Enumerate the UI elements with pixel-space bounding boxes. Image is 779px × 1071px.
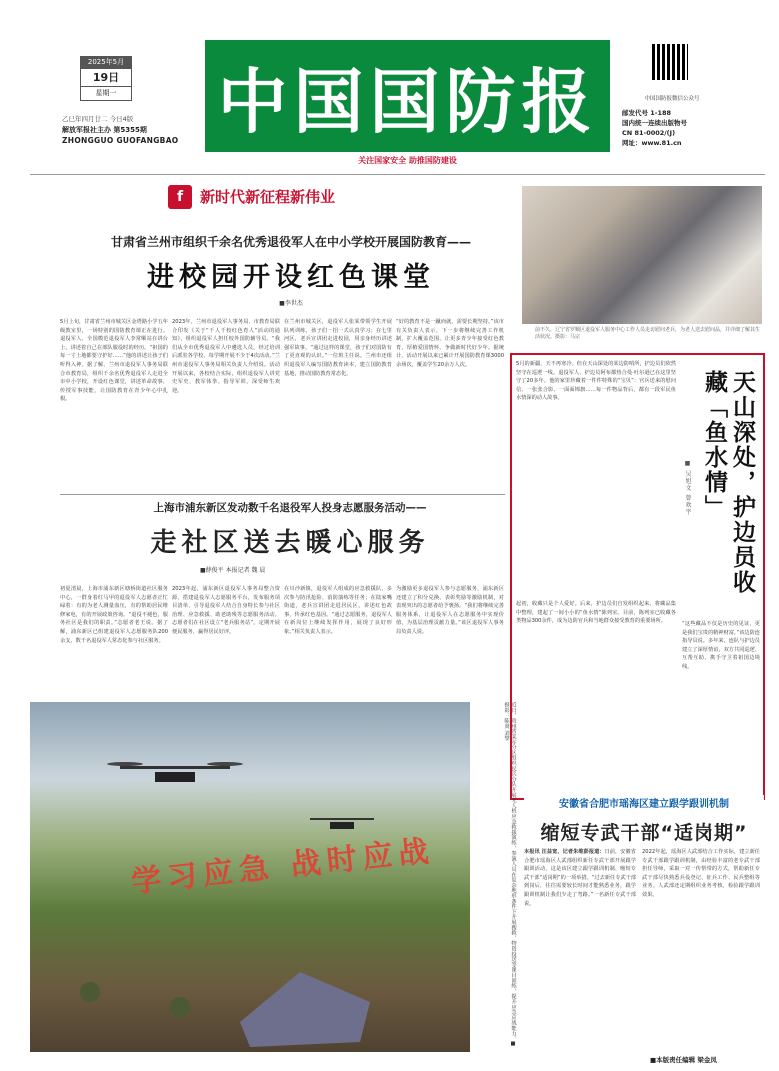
newspaper-pinyin: ZHONGGUO GUOFANGBAO xyxy=(62,136,179,145)
story3-column xyxy=(524,848,636,1048)
story3-text: 日前，安徽省合肥市瑶海区人武部组织新任专武干部开展跟学跟训活动，这是该区建立跟学跟训机制、缩短专武干部“适岗期”的一项举措。“过去新任专武干部到岗后，往往需要较长时间才能熟悉业务，跟学跟训机制让我们少走了弯路。”一名新任专武干部说。 xyxy=(524,849,636,907)
story1-column: 在兰州市城关区，退役军人张某带领学生开展队列训练，孩子们一招一式认真学习；在七里河区，老兵宣讲团走进校园，用亲身经历讲述强军故事。“通过这样的课堂，孩子们对国防有了更直观的认识。”一位班主任说。兰州市还组织退役军人编写国防教育读本，建立国防教育基地，推动国防教育常态化。 xyxy=(284,319,392,377)
photo-elderly-visit xyxy=(522,186,762,324)
slogan: 关注国家安全 助推国防建设 xyxy=(358,156,457,165)
date-box xyxy=(80,56,132,104)
qr-code-icon xyxy=(652,44,688,80)
story2-column: 在川沙新镇，退役军人组成的应急救援队，多次参与防汛抢险、消防演练等任务；在陆家嘴街道，老兵宣讲团走进居民区，讲述红色故事，传承红色基因。“通过志愿服务，退役军人在新岗位上继续发挥作用，展现了良好形象。”相关负责人表示。 xyxy=(284,586,392,635)
photo1-caption: 前不久，辽宁省罗顺区退役军人服务中心工作人员走访慰问老兵，为老人送去慰问品，并详细了解其生活状况。摄影：马宗 xyxy=(535,327,761,340)
featured-byline: ■ 吴旭文 曾欢宇 xyxy=(684,460,691,516)
story1-column: 2023年，兰州市退役军人事务局、市教育局联合印发《关于“千人千校红色育人”活动的通知》，组织退役军人担任校外国防辅导员。“我们从全市优秀退役军人中遴选人员，经过培训后派驻各学校，每学期开展不少于4次活动。”兰州市退役军人事务局相关负责人介绍说。活动开展以来，各校结合实际，组织退役军人讲党史军史、教军体拳、指导军训，深受师生欢迎。 xyxy=(172,319,280,394)
soldier-figure xyxy=(80,982,100,1002)
story1-headline: 进校园开设红色课堂 xyxy=(147,262,435,293)
story3-headline: 缩短专武干部“适岗期” xyxy=(540,822,748,844)
story2-column: 为激励更多退役军人参与志愿服务，浦东新区还建立了积分兑换、表彰奖励等激励机制，对表现突出的志愿者给予褒扬。“我们将继续完善服务体系，让退役军人在志愿服务中实现价值，为基层治理贡献力量。”该区退役军人事务局负责人说。 xyxy=(396,586,504,635)
photo-banner-text: 学习应急 战时应战 xyxy=(129,833,437,901)
date-weekday: 星期一 xyxy=(80,87,132,101)
story2-byline: ■薛俊平 本报记者 魏 晨 xyxy=(200,567,266,574)
photo2-caption: 近日，贵州省某军分区组织民兵分队开展无人机应急救援演练，参演人员在复杂地形条件下开展搜救、物资投送等课目训练，提升应急应战能力。■ 摄影：陈贤 刘黎 xyxy=(503,702,516,1048)
story1-column: 5月上旬，甘肃省兰州市城关区金塔路小学五年级教室里，一场特别的国防教育课正在进行。退役军人、全国模范退役军人李常顺站在讲台上，讲述着自己在部队服役时的经历。“祖国的每一寸土地都要守护好……”他的讲述让孩子们听得入神。据了解，兰州市退役军人事务局联合市教育局，组织千余名优秀退役军人走进全市中小学校，开设红色课堂，讲述革命故事、传授军事技能，让国防教育在青少年心中扎根。 xyxy=(60,319,168,403)
story3-kicker: 安徽省合肥市瑶海区建立跟学跟训机制 xyxy=(524,795,764,810)
story2-headline: 走社区送去暖心服务 xyxy=(150,528,430,558)
tent-shape xyxy=(240,972,370,1047)
newspaper-title: 中国国防报 xyxy=(217,59,598,143)
story-divider xyxy=(60,494,505,495)
code-line: 国内统一连续出版物号 xyxy=(622,119,687,127)
drone-icon xyxy=(310,818,374,829)
featured-column: 起初，收藏只是个人爱好。后来，护边员们自发组织起来，将藏品集中整理，建起了一间小小的“鱼水情”陈列室。目前，陈列室已收藏各类物品300余件，成为边防官兵和当地群众接受教育的重要场所。 xyxy=(516,601,676,625)
code-line: 邮发代号 1-188 xyxy=(622,109,672,117)
story1-kicker: 甘肃省兰州市组织千余名优秀退役军人在中小学校开展国防教育—— xyxy=(110,235,471,249)
story3-column: 2022年起，瑶海区人武部结合工作实际，建立新任专武干部跟学跟训机制，由经验丰富的老专武干部担任导师，采取一对一传帮带的方式，帮助新任专武干部尽快熟悉兵役登记、征兵工作、民兵整组等业务。人武部还定期组织业务考核，检验跟学跟训效果。 xyxy=(642,849,760,898)
drone-icon xyxy=(107,762,243,782)
publication-codes xyxy=(622,108,732,148)
featured-column: 5月的新疆，天不再寒冷。但在天山深处的某边防哨所，护边员们依然坚守在巡逻一线。退役军人、护边员阿布都热合曼·吐尔逊已在这里坚守了20多年。他的家里珍藏着一件件特殊的“宝贝”：官兵送来的慰问信、一张张合影、一面面锦旗……每一件物品背后，都有一段军民鱼水情深的动人故事。 xyxy=(516,361,676,402)
date-year: 2025年5月 xyxy=(80,56,132,69)
masthead xyxy=(205,40,610,152)
story3-byline: 本报讯 汪益宽、记者朱维彭报道： xyxy=(524,849,605,855)
featured-column: “这些藏品不仅是历史的见证，更是我们宝贵的精神财富。”该边防连指导员说。多年来，连队与护边员建立了深厚情谊，双方共同巡逻、互帮互助，携手守卫着祖国边境线。 xyxy=(682,621,760,670)
date-day: 19日 xyxy=(80,69,132,87)
code-line: CN 81-0002/(J) xyxy=(622,129,676,137)
publisher-line: 解放军报社主办 第5355期 xyxy=(62,126,147,134)
page-editor: ■本版责任编辑 梁金凤 xyxy=(650,1056,717,1064)
featured-headline: 天山深处，护边员收藏「鱼水情」 xyxy=(701,370,755,595)
lunar-date: 乙巳年四月廿二 今日4版 xyxy=(62,115,134,123)
section-title: 新时代新征程新伟业 xyxy=(200,188,336,206)
story2-column: 2023年起，浦东新区退役军人事务局整合资源，搭建退役军人志愿服务平台，发布服务项目清单，引导退役军人结合自身特长参与社区治理、应急救援、助老助残等志愿服务活动。志愿者们在社区设立“老兵服务站”，定期开展便民服务，赢得居民好评。 xyxy=(172,586,280,635)
soldier-figure xyxy=(170,997,190,1017)
code-line: 网址：www.81.cn xyxy=(622,139,682,147)
story1-byline: ■李世杰 xyxy=(279,300,303,307)
story2-kicker: 上海市浦东新区发动数千名退役军人投身志愿服务活动—— xyxy=(153,502,427,514)
qr-caption: 中国国防报微信公众号 xyxy=(644,96,700,102)
story2-column: 初夏清晨，上海市浦东新区塘桥街道社区服务中心，一群身着红马甲的退役军人志愿者正忙碌着：有的为老人测量血压，有的帮助居民维修家电，有的开展政策咨询。“退役不褪色，服务社区是我们的职责。”志愿者老王说。据了解，浦东新区已组建退役军人志愿服务队200余支，数千名退役军人常态化参与社区服务。 xyxy=(60,586,168,644)
section-logo-icon: f xyxy=(168,185,192,209)
masthead-divider xyxy=(30,174,765,175)
story1-column: “好的教育不是一蹴而就，需要长期坚持。”该市有关负责人表示，下一步将继续完善工作机制，扩大覆盖范围，让更多青少年接受红色教育，厚植爱国情怀，争做新时代好少年。据统计，活动开展以来已累计开展国防教育课3000余场次，覆盖学生20余万人次。 xyxy=(396,319,504,368)
